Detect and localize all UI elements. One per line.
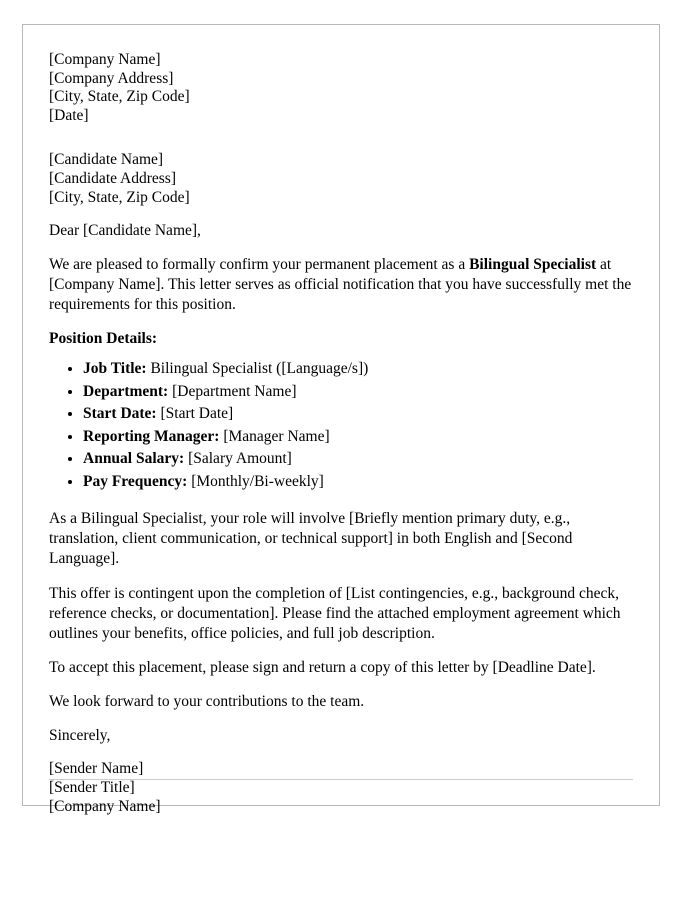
detail-label-pay-frequency: Pay Frequency: [83, 472, 188, 490]
list-item [83, 381, 633, 403]
role-paragraph: As a Bilingual Specialist, your role will involve [Briefly mention primary duty, e.g., translation, client communication, or technical support] in both English and [Second Language]. [49, 510, 573, 568]
detail-label-reporting-manager: Reporting Manager: [83, 427, 220, 445]
letter-body [49, 51, 633, 816]
detail-label-department: Department: [83, 382, 169, 400]
position-details-heading: Position Details: [49, 329, 158, 347]
closing-paragraph: We look forward to your contributions to the team. [49, 693, 365, 711]
recipient-address-line-1: [Candidate Name] [49, 151, 164, 169]
detail-label-annual-salary: Annual Salary: [83, 450, 185, 468]
list-item [83, 448, 633, 470]
contingency-paragraph: This offer is contingent upon the completion of [List contingencies, e.g., background check, reference checks, or documentation]. Please find the attached employment agreement which outlines your benefits, office policies, and full job description. [49, 584, 621, 642]
recipient-address-block [49, 151, 633, 207]
list-item [83, 358, 633, 380]
sender-address-line-2: [Company Address] [49, 69, 174, 87]
sender-date-line: [Date] [49, 106, 89, 124]
list-item [83, 403, 633, 425]
detail-value-department: [Department Name] [168, 382, 297, 400]
sender-address-line-3: [City, State, Zip Code] [49, 88, 190, 106]
sender-company: [Company Name] [49, 797, 161, 815]
intro-part-2: at [Company Name]. This letter serves as official notification that you have successfully met the requirements for this position. [49, 255, 632, 313]
intro-paragraph [49, 255, 633, 315]
position-details-list [49, 358, 633, 493]
sender-address-block [49, 51, 633, 125]
sender-address-line-1: [Company Name] [49, 51, 161, 68]
salutation: Dear [Candidate Name], [49, 222, 201, 240]
address-spacer [49, 139, 633, 151]
detail-value-reporting-manager: [Manager Name] [219, 427, 330, 445]
sender-name: [Sender Name] [49, 760, 144, 778]
acceptance-paragraph: To accept this placement, please sign and return a copy of this letter by [Deadline Date]. [49, 658, 596, 676]
detail-label-job-title: Job Title: [83, 360, 147, 378]
detail-value-pay-frequency: [Monthly/Bi-weekly] [187, 472, 324, 490]
list-item [83, 471, 633, 493]
recipient-address-line-2: [Candidate Address] [49, 169, 176, 187]
detail-value-job-title: Bilingual Specialist ([Language/s]) [146, 360, 369, 378]
detail-value-start-date: [Start Date] [156, 405, 234, 423]
list-item [83, 426, 633, 448]
sincerely-line: Sincerely, [49, 727, 111, 745]
detail-value-annual-salary: [Salary Amount] [184, 450, 292, 468]
document-page [22, 24, 660, 815]
footer-divider [49, 779, 633, 780]
recipient-address-line-3: [City, State, Zip Code] [49, 188, 190, 206]
detail-label-start-date: Start Date: [83, 405, 157, 423]
signature-block [49, 760, 633, 816]
job-title-bold: Bilingual Specialist [469, 255, 597, 273]
sender-title: [Sender Title] [49, 779, 135, 796]
intro-part-1: We are pleased to formally confirm your permanent placement as a [49, 255, 470, 273]
